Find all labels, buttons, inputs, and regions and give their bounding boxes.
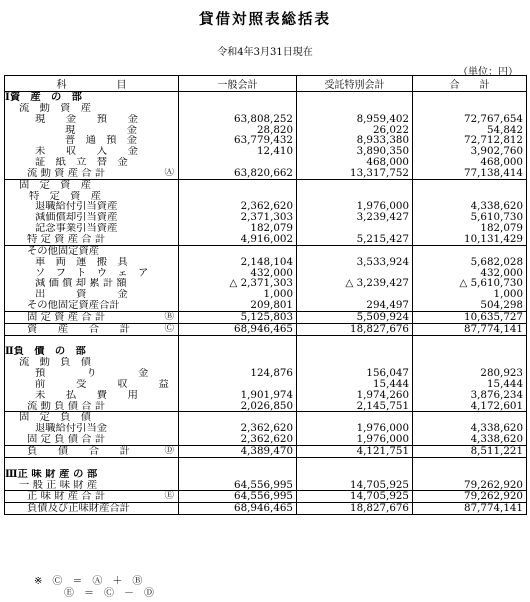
total-value: 15,444 [413, 379, 527, 390]
general-account-value: 64,556,995 [179, 491, 297, 503]
total-value [413, 346, 527, 357]
general-account-value: 28,820 [179, 125, 297, 136]
as-of-date: 令和4年3月31日現在 [217, 47, 313, 58]
total-value [413, 469, 527, 480]
account-name: 正 味 財 産 合 計 [27, 490, 106, 503]
account-name: 一 般 正 味 財 産 [19, 479, 98, 491]
account-label [5, 168, 179, 179]
account-label [5, 434, 179, 445]
subtotal-marker: Ⓑ [164, 311, 174, 322]
general-account-value: 63,808,252 [179, 114, 297, 125]
account-label [5, 212, 179, 223]
total-value [413, 92, 527, 103]
trust-account-value [297, 289, 413, 300]
trust-account-value: 1,976,000 [297, 201, 413, 212]
account-label [5, 135, 179, 146]
total-value: △ 5,610,730 [413, 278, 527, 289]
total-value: 87,774,141 [413, 503, 527, 515]
account-label [5, 146, 179, 157]
trust-account-value [297, 268, 413, 279]
table-row [5, 401, 527, 412]
total-value [413, 179, 527, 190]
trust-account-value: 5,509,924 [297, 311, 413, 323]
total-value: 504,298 [413, 300, 527, 311]
trust-account-value [297, 412, 413, 423]
total-value: 79,262,920 [413, 491, 527, 503]
table-row [5, 245, 527, 256]
account-name: 証 紙 立 替 金 [35, 157, 128, 168]
account-label [5, 223, 179, 234]
total-value: 182,079 [413, 223, 527, 234]
trust-account-value: 1,974,260 [297, 390, 413, 401]
trust-account-value: 8,959,402 [297, 114, 413, 125]
account-name: その他固定資産 [27, 245, 100, 257]
account-name: 固 定 資 産 [19, 179, 92, 191]
total-value [413, 457, 527, 468]
total-value: 10,635,727 [413, 311, 527, 323]
total-value: 280,923 [413, 368, 527, 379]
account-name: 未 払 費 用 [35, 389, 138, 401]
general-account-value: 124,876 [179, 368, 297, 379]
general-account-value: 63,779,432 [179, 135, 297, 146]
total-value: 3,876,234 [413, 390, 527, 401]
formula-note-line-1: ※ Ⓒ ＝ Ⓐ ＋ Ⓑ [34, 576, 143, 587]
total-value: 1,000 [413, 289, 527, 300]
table-row [5, 412, 527, 423]
table-row [5, 289, 527, 300]
account-name: 退職給付引当資産 [35, 201, 118, 213]
total-value: 87,774,141 [413, 323, 527, 335]
subtotal-marker: Ⓔ [164, 490, 174, 502]
account-label [5, 311, 179, 323]
general-account-value: 5,125,803 [179, 311, 297, 323]
total-value: 432,000 [413, 268, 527, 279]
account-name: ソ フ ト ウ ェ ア [35, 267, 149, 279]
account-label [5, 268, 179, 279]
trust-account-value: 3,533,924 [297, 257, 413, 268]
total-value [413, 245, 527, 256]
general-account-value [179, 157, 297, 168]
account-label [5, 457, 179, 468]
header-general-account: 一般会計 [179, 76, 297, 92]
account-name: 車 両 運 搬 具 [35, 256, 128, 268]
total-value: 77,138,414 [413, 168, 527, 179]
account-name: 流 動 負 債 [19, 357, 92, 369]
account-label [5, 157, 179, 168]
account-name: 資 産 合 計 [27, 323, 130, 335]
general-account-value: 182,079 [179, 223, 297, 234]
general-account-value [179, 335, 297, 346]
trust-account-value: 14,705,925 [297, 480, 413, 491]
account-label [5, 257, 179, 268]
account-name: 負 債 合 計 [27, 445, 130, 457]
account-label [5, 125, 179, 136]
table-row [5, 179, 527, 190]
table-row [5, 114, 527, 125]
total-value: 54,842 [413, 125, 527, 136]
account-name: 固 定 負 債 合 計 [27, 434, 106, 446]
general-account-value [179, 412, 297, 423]
account-name: 記念事業引当資産 [35, 223, 118, 234]
trust-account-value [297, 357, 413, 368]
total-value [413, 191, 527, 202]
table-row [5, 346, 527, 357]
trust-account-value: 3,890,350 [297, 146, 413, 157]
table-row [5, 368, 527, 379]
account-label [5, 278, 179, 289]
general-account-value: 2,371,303 [179, 212, 297, 223]
header-account: 科 目 [5, 76, 179, 92]
table-row [5, 379, 527, 390]
general-account-value: 68,946,465 [179, 323, 297, 335]
trust-account-value: 2,145,751 [297, 401, 413, 412]
account-label [5, 379, 179, 390]
total-value [413, 335, 527, 346]
account-label [5, 289, 179, 300]
trust-account-value [297, 92, 413, 103]
account-name: 普 通 預 金 [65, 135, 138, 147]
table-row [5, 357, 527, 368]
trust-account-value: 14,705,925 [297, 491, 413, 503]
total-value: 5,610,730 [413, 212, 527, 223]
header-total: 合 計 [413, 76, 527, 92]
total-value: 4,172,601 [413, 401, 527, 412]
trust-account-value [297, 103, 413, 114]
total-value: 468,000 [413, 157, 527, 168]
table-row [5, 212, 527, 223]
total-value: 4,338,620 [413, 434, 527, 445]
unit-label: （単位：円） [458, 67, 518, 78]
account-label [5, 401, 179, 412]
table-row [5, 335, 527, 346]
total-value: 10,131,429 [413, 234, 527, 245]
table-row [5, 300, 527, 311]
account-name: Ⅱ負 債 の 部 [5, 346, 86, 358]
general-account-value: 2,362,620 [179, 423, 297, 434]
trust-account-value: 1,976,000 [297, 434, 413, 445]
account-label [5, 446, 179, 458]
trust-account-value [297, 335, 413, 346]
header-trust-special-account: 受託特別会計 [297, 76, 413, 92]
general-account-value: 63,820,662 [179, 168, 297, 179]
subtotal-marker: Ⓓ [164, 445, 174, 456]
account-label [5, 390, 179, 401]
account-label [5, 103, 179, 114]
account-label [5, 191, 179, 202]
account-label [5, 412, 179, 423]
account-name: 未 収 入 金 [35, 146, 138, 158]
table-row [5, 434, 527, 445]
general-account-value [179, 457, 297, 468]
account-name: 特 定 資 産 合 計 [27, 233, 106, 245]
general-account-value: 12,410 [179, 146, 297, 157]
subtotal-marker: Ⓒ [164, 323, 174, 334]
account-name: 退職給付引当金 [35, 423, 108, 435]
account-name: 流 動 資 産 合 計 [27, 167, 106, 179]
table-row [5, 125, 527, 136]
account-name: 現 金 [65, 124, 138, 136]
table-row [5, 278, 527, 289]
trust-account-value: 1,976,000 [297, 423, 413, 434]
trust-account-value: 3,239,427 [297, 212, 413, 223]
trust-account-value [297, 457, 413, 468]
balance-sheet-table [4, 75, 527, 515]
table-row [5, 146, 527, 157]
account-name: Ⅲ正 味 財 産 の 部 [5, 468, 98, 480]
account-name: 減価償却引当資産 [35, 212, 118, 224]
account-name: その他固定資産合計 [27, 300, 120, 312]
trust-account-value: 18,827,676 [297, 503, 413, 515]
general-account-value [179, 357, 297, 368]
general-account-value: 432,000 [179, 268, 297, 279]
trust-account-value: 26,022 [297, 125, 413, 136]
trust-account-value: 8,933,380 [297, 135, 413, 146]
table-row [5, 168, 527, 179]
table-row [5, 323, 527, 335]
formula-note [34, 576, 154, 600]
subtotal-marker: Ⓐ [164, 167, 174, 178]
trust-account-value: 4,121,751 [297, 446, 413, 458]
account-label [5, 469, 179, 480]
table-body [5, 92, 527, 515]
table-row [5, 268, 527, 279]
general-account-value: 64,556,995 [179, 480, 297, 491]
table-row [5, 135, 527, 146]
general-account-value: 2,362,620 [179, 434, 297, 445]
total-value [413, 412, 527, 423]
trust-account-value: 15,444 [297, 379, 413, 390]
general-account-value [179, 191, 297, 202]
general-account-value: 4,916,002 [179, 234, 297, 245]
account-label [5, 114, 179, 125]
account-name: 固 定 負 債 [19, 411, 92, 424]
table-row [5, 423, 527, 434]
table-row [5, 201, 527, 212]
total-value [413, 357, 527, 368]
total-value: 4,338,620 [413, 201, 527, 212]
general-account-value: 1,000 [179, 289, 297, 300]
general-account-value: △ 2,371,303 [179, 278, 297, 289]
table-row [5, 157, 527, 168]
account-label [5, 234, 179, 245]
general-account-value: 1,901,974 [179, 390, 297, 401]
table-header-row [5, 76, 527, 92]
general-account-value [179, 346, 297, 357]
account-name: 現 金 預 金 [35, 113, 138, 125]
general-account-value: 2,148,104 [179, 257, 297, 268]
table-row [5, 103, 527, 114]
trust-account-value [297, 469, 413, 480]
table-row [5, 92, 527, 103]
table-row [5, 191, 527, 202]
general-account-value [179, 469, 297, 480]
trust-account-value [297, 346, 413, 357]
account-name: Ⅰ資 産 の 部 [5, 91, 82, 103]
account-label [5, 423, 179, 434]
trust-account-value: 294,497 [297, 300, 413, 311]
account-label [5, 245, 179, 256]
general-account-value [179, 103, 297, 114]
account-label [5, 323, 179, 335]
account-name: 出 資 金 [35, 289, 128, 301]
table-row [5, 223, 527, 234]
table-row [5, 257, 527, 268]
general-account-value: 4,389,470 [179, 446, 297, 458]
trust-account-value [297, 179, 413, 190]
account-label [5, 368, 179, 379]
account-name: 預 り 金 [35, 368, 149, 379]
trust-account-value [297, 191, 413, 202]
total-value: 72,767,654 [413, 114, 527, 125]
general-account-value: 209,801 [179, 300, 297, 311]
total-value: 4,338,620 [413, 423, 527, 434]
table-row [5, 491, 527, 503]
table-row [5, 480, 527, 491]
general-account-value: 2,362,620 [179, 201, 297, 212]
general-account-value: 2,026,850 [179, 401, 297, 412]
account-label [5, 92, 179, 103]
total-value: 72,712,812 [413, 135, 527, 146]
table-row [5, 469, 527, 480]
account-label [5, 179, 179, 190]
account-label [5, 491, 179, 503]
total-value [413, 103, 527, 114]
total-value: 79,262,920 [413, 480, 527, 491]
table-row [5, 503, 527, 515]
trust-account-value: △ 3,239,427 [297, 278, 413, 289]
account-name: 流 動 負 債 合 計 [27, 400, 106, 412]
trust-account-value: 13,317,752 [297, 168, 413, 179]
general-account-value [179, 92, 297, 103]
account-name: 流 動 資 産 [19, 102, 92, 114]
document-title: 貸借対照表総括表 [199, 11, 331, 28]
account-name: 特 定 資 産 [29, 190, 102, 202]
account-label [5, 357, 179, 368]
trust-account-value: 468,000 [297, 157, 413, 168]
table-row [5, 311, 527, 323]
total-value: 8,511,221 [413, 446, 527, 458]
trust-account-value: 5,215,427 [297, 234, 413, 245]
account-name: 固 定 資 産 合 計 [27, 311, 106, 323]
general-account-value [179, 379, 297, 390]
account-label [5, 300, 179, 311]
table-row [5, 390, 527, 401]
account-name: 減 価 償 却 累 計 額 [35, 278, 127, 290]
account-label [5, 201, 179, 212]
trust-account-value: 156,047 [297, 368, 413, 379]
table-row [5, 457, 527, 468]
general-account-value [179, 245, 297, 256]
account-label [5, 480, 179, 491]
table-row [5, 446, 527, 458]
account-label [5, 503, 179, 515]
trust-account-value [297, 245, 413, 256]
account-name: 前 受 収 益 [35, 378, 169, 390]
general-account-value: 68,946,465 [179, 503, 297, 515]
general-account-value [179, 179, 297, 190]
account-name: 負債及び正味財産合計 [27, 502, 130, 515]
total-value: 3,902,760 [413, 146, 527, 157]
account-label [5, 346, 179, 357]
table-row [5, 234, 527, 245]
trust-account-value [297, 223, 413, 234]
trust-account-value: 18,827,676 [297, 323, 413, 335]
formula-note-line-2: Ⓔ ＝ Ⓒ － Ⓓ [34, 588, 154, 599]
total-value: 5,682,028 [413, 257, 527, 268]
account-label [5, 335, 179, 346]
